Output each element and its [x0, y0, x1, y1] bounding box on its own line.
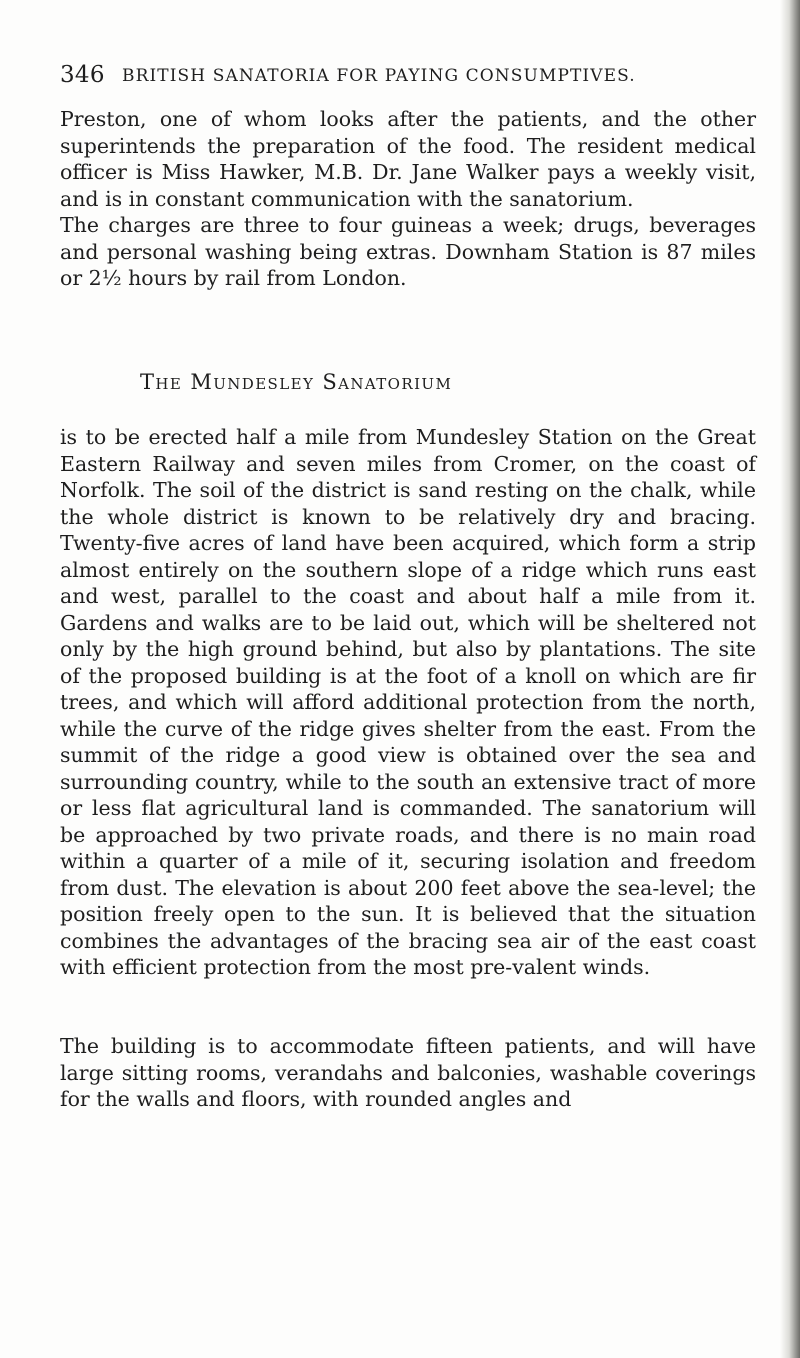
paragraph-charges: The charges are three to four guineas a week; drugs, beverages and personal washing being extras. Downham Station is 87 miles or 2½ hours by rail from London. — [60, 213, 756, 290]
paragraph-staff: Preston, one of whom looks after the patients, and the other superintends the preparation of the food. The resident medical officer is Miss Hawker, M.B. Dr. Jane Walker pays a weekly visit, and is in constant communication with the sanatorium. — [60, 107, 756, 211]
page-header — [60, 62, 760, 94]
section-title: The Mundesley Sanatorium — [140, 370, 453, 394]
running-head: BRITISH SANATORIA FOR PAYING CONSUMPTIVES. — [122, 66, 636, 86]
page-edge-shadow — [780, 0, 800, 1358]
paragraph-site-description: is to be erected half a mile from Mundesley Station on the Great Eastern Railway and seven miles from Cromer, on the coast of Norfolk. The soil of the district is sand resting on the chalk, while the whole district is known to be relatively dry and bracing. Twenty-five acres of land have been acquired, which form a strip almost entirely on the southern slope of a ridge which runs east and west, parallel to the coast and about half a mile from it. Gardens and walks are to be laid out, which will be sheltered not only by the high ground behind, but also by plantations. The site of the proposed building is at the foot of a knoll on which are fir trees, and which will afford additional protection from the north, while the curve of the ridge gives shelter from the east. From the summit of the ridge a good view is obtained over the sea and surrounding country, while to the south an extensive tract of more or less flat agricultural land is commanded. The sanatorium will be approached by two private roads, and there is no main road within a quarter of a mile of it, securing isolation and freedom from dust. The elevation is about 200 feet above the sea-level; the position freely open to the sun. It is believed that the situation combines the advantages of the bracing sea air of the east coast with efficient protection from the most pre-valent winds. — [60, 425, 756, 979]
page-number: 346 — [60, 62, 105, 88]
paragraph-building: The building is to accommodate fifteen patients, and will have large sitting rooms, verandahs and balconies, washable coverings for the walls and floors, with rounded angles and — [60, 1034, 756, 1111]
